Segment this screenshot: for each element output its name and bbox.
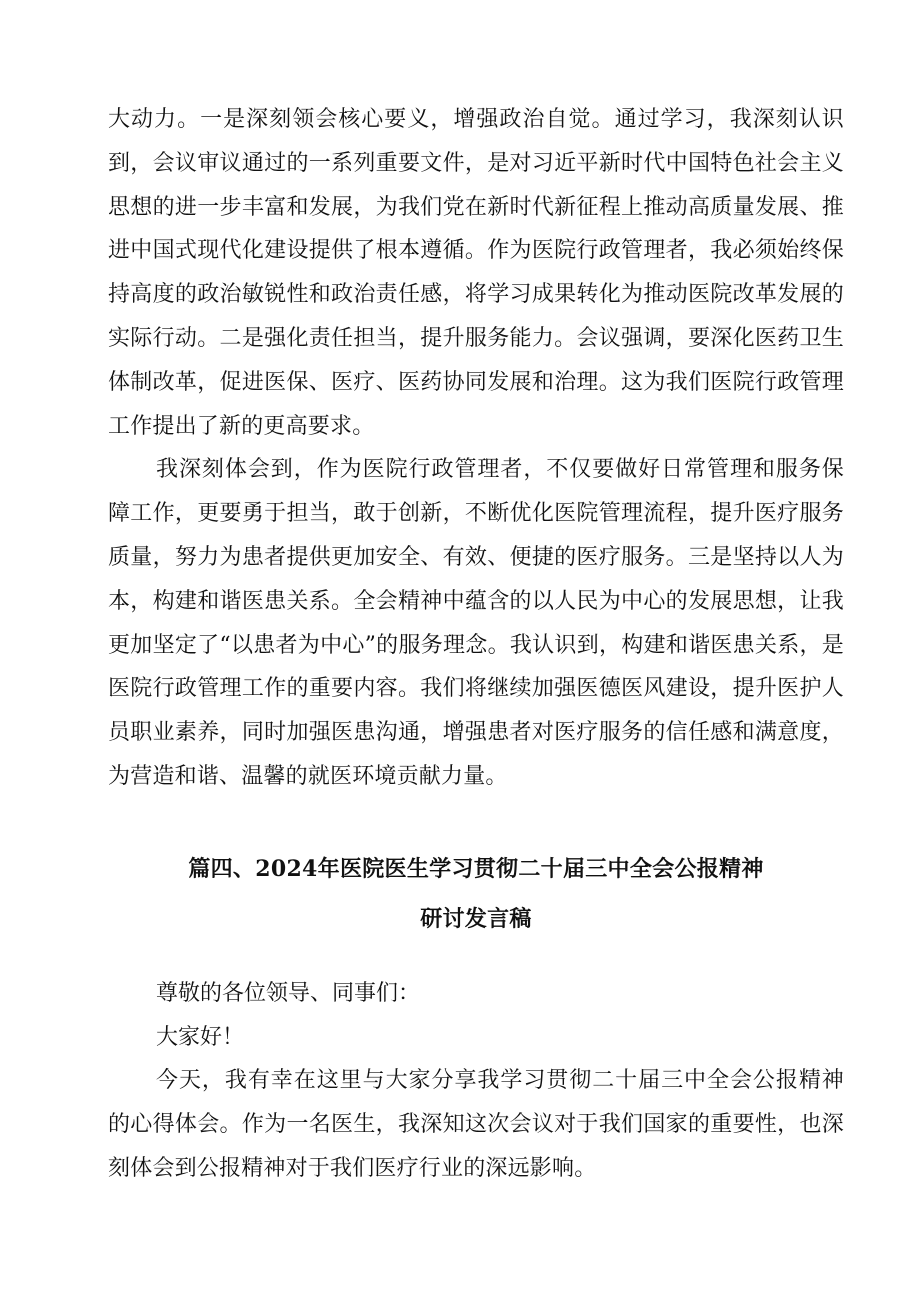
section-title-line-2: 研讨发言稿 <box>420 905 532 932</box>
section-title <box>108 844 844 944</box>
document-body <box>108 98 844 1191</box>
opening-paragraph: 今天，我有幸在这里与大家分享我学习贯彻二十届三中全会公报精神的心得体会。作为一名医生，我深知这次会议对于我们国家的重要性，也深刻体会到公报精神对于我们医疗行业的深远影响。 <box>108 1068 844 1181</box>
greeting: 大家好！ <box>156 1024 245 1050</box>
paragraph-responsibility: 我深刻体会到，作为医院行政管理者，不仅要做好日常管理和服务保障工作，更要勇于担当，敢于创新，不断优化医院管理流程，提升医疗服务质量，努力为患者提供更加安全、有效、便捷的医疗服务。三是坚持以人为本，构建和谐医患关系。全会精神中蕴含的以人民为中心的发展思想，让我更加坚定了“以患者为中心”的服务理念。我认识到，构建和谐医患关系，是医院行政管理工作的重要内容。我们将继续加强医德医风建设，提升医护人员职业素养，同时加强医患沟通，增强患者对医疗服务的信任感和满意度，为营造和谐、温馨的就医环境贡献力量。 <box>108 457 844 789</box>
paragraph-continued: 大动力。一是深刻领会核心要义，增强政治自觉。通过学习，我深刻认识到，会议审议通过的一系列重要文件，是对习近平新时代中国特色社会主义思想的进一步丰富和发展，为我们党在新时代新征程上推动高质量发展、推进中国式现代化建设提供了根本遵循。作为医院行政管理者，我必须始终保持高度的政治敏锐性和政治责任感，将学习成果转化为推动医院改革发展的实际行动。二是强化责任担当，提升服务能力。会议强调，要深化医药卫生体制改革，促进医保、医疗、医药协同发展和治理。这为我们医院行政管理工作提出了新的更高要求。 <box>108 107 844 439</box>
section-title-line-1: 篇四、2024年医院医生学习贯彻二十届三中全会公报精神 <box>188 855 764 882</box>
speech-opening <box>108 972 844 1191</box>
salutation: 尊敬的各位领导、同事们： <box>156 980 421 1006</box>
